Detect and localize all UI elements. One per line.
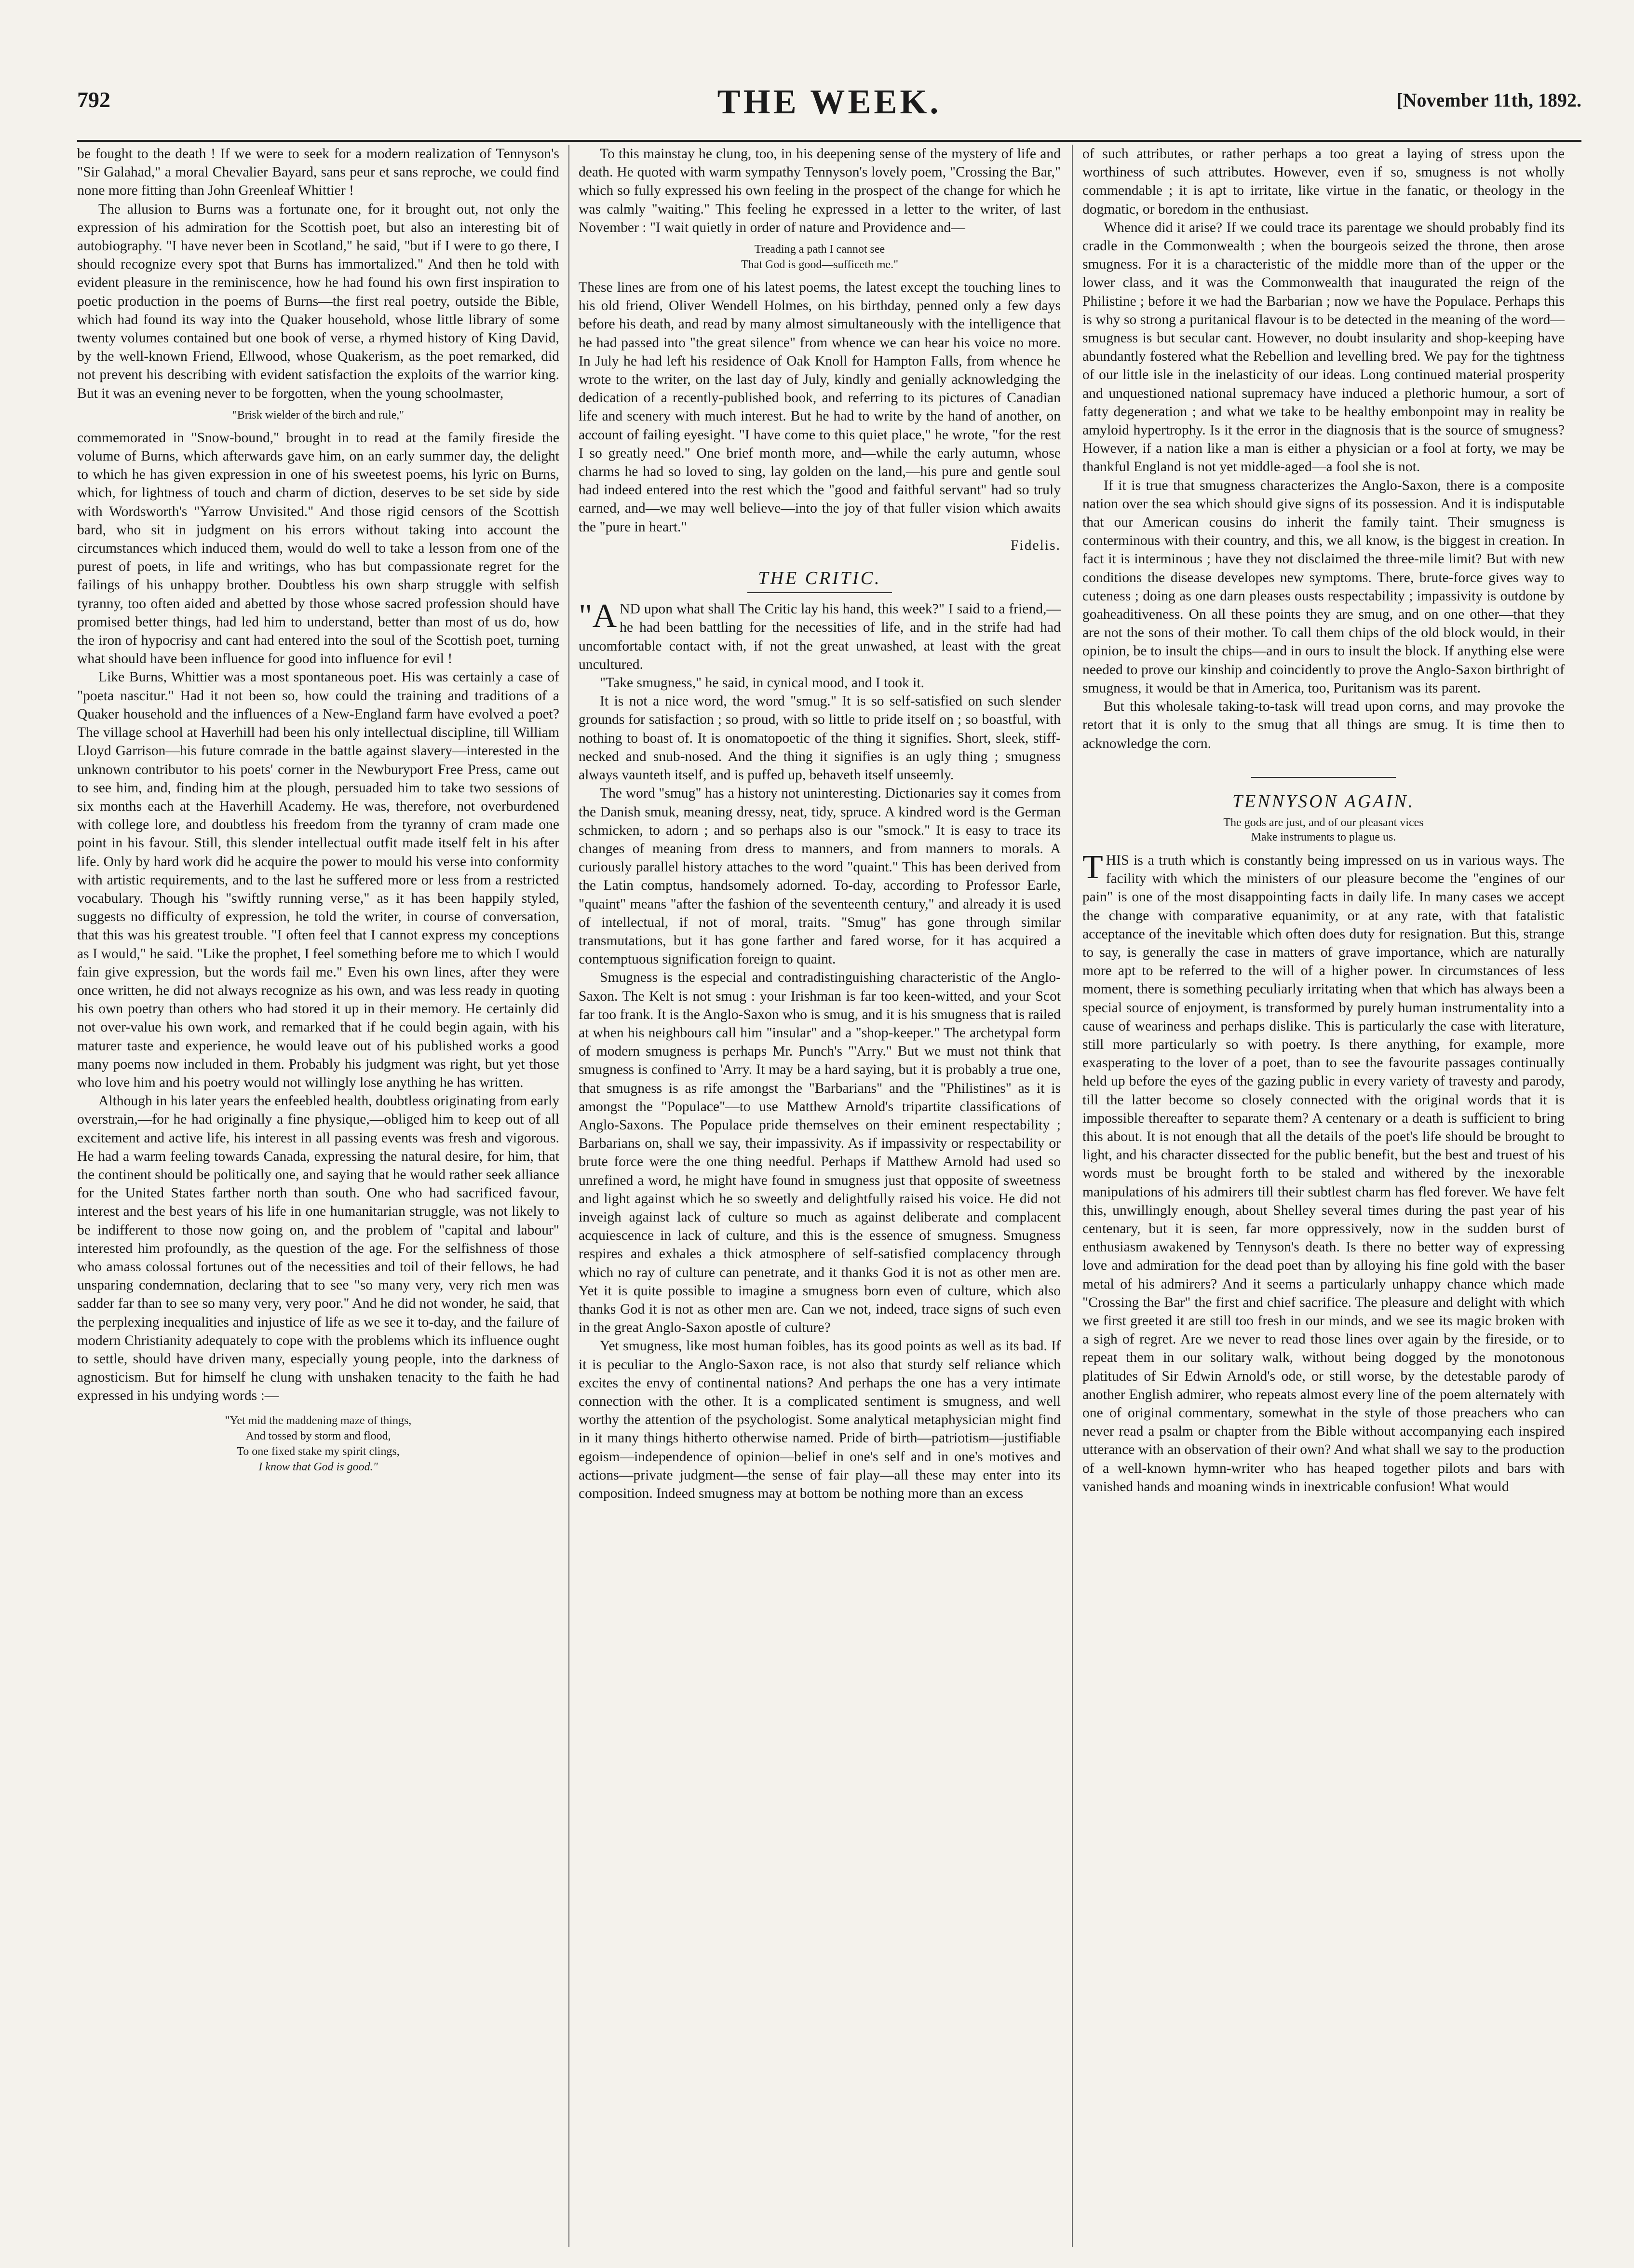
block-quote: Treading a path I cannot see (754, 243, 885, 256)
epigraph-line: The gods are just, and of our pleasant vices (1223, 816, 1424, 829)
column-3 (1082, 145, 1565, 2257)
block-quote: "Brisk wielder of the birch and rule," (232, 408, 405, 421)
paragraph: It is not a nice word, the word "smug." It is so self-satisfied on such slender grounds for satisfaction ; so proud, with so little to pride itself on ; so boastful, with nothing to boast of. It is onomatopoetic of the thing it signifies. Short, sleek, stiff-necked and snub-nosed. And the thing it signifies is an ugly thing ; smugness always vaunteth itself, and is puffed up, behaveth itself unseemly. (579, 693, 1061, 783)
paragraph-text: HIS is a truth which is constantly being impressed on us in various ways. The facility with which the ministers of our pleasure become the "engines of our pain" is one of the most disappointing facts in daily life. In many cases we accept the change with comparative equanimity, or at any rate, with that fatalistic acceptance of the inevitable which often does duty for resignation. But this, strange to say, is generally the case in matters of grave importance, which are naturally more apt to be referred to the will of a higher power. In circumstances of less moment, there is something peculiarly irritating when that which has always been a special source of enjoyment, is transformed by purely human instrumentality into a cause of weariness and perhaps dislike. This is particularly the case with literature, still more particularly so with poetry. Is there anything, for example, more exasperating to the lover of a poet, than to see the favourite passages continually held up before the eyes of the gazing public in every variety of travesty and parody, till the latter become so closely connected with the original words that it is impossible thereafter to separate them? A centenary or a death is sufficient to bring this about. It is not enough that all the details of the poet's life should be brought to light, and his character dissected for the public benefit, but the best and truest of his words must be brought forth to be staled and withered by the inexorable manipulations of his admirers till their subtlest charm has fled forever. We have felt this, unwillingly enough, about Shelley several times during the past year of his centenary, but it is seen, far more oppressively, now in the sudden burst of enthusiasm awakened by Tennyson's death. Is there no better way of expressing love and admiration for the dead poet than by alloying his fine gold with the baser metal of his admirers? And it seems a particularly unhappy chance which made "Crossing the Bar" the first and chief sacrifice. The pleasure and delight with which we first greeted it are still too fresh in our minds, and we see its magic broken with a sigh of regret. Are we never to read those lines over again by the fireside, or to repeat them in our solitary walk, without being dogged by the monotonous platitudes of Sir Edwin Arnold's ode, or still worse, by the detestable parody of another English admirer, who repeats almost every line of the poem alternately with one of original commentary, somewhat in the style of those preachers who can never read a psalm or chapter from the Bible without accompanying each inspired utterance with an observation of their own? And what shall we say to the production of a well-known hymn-writer who has heaped together pilots and bars with vanished hands and moaning winds in inextricable confusion! What would (1082, 852, 1565, 1494)
section-rule (747, 592, 892, 593)
paragraph: Like Burns, Whittier was a most spontaneous poet. His was certainly a case of "poeta nascitur." Had it not been so, how could the training and traditions of a Quaker household and the influences of a New-England farm have evolved a poet? The village school at Haverhill had been his only intellectual discipline, till William Lloyd Garrison—his future comrade in the battle against slavery—interested in the unknown contributor to his poets' corner in the Newburyport Free Press, came out to see him, and, finding him at the plough, persuaded him to take two sessions of six months each at the Haverhill Academy. He was, therefore, not overburdened with college lore, and doubtless his freedom from the tyranny of cram made one point in his favour. Still, this slender intellectual outfit made itself felt in his after life. Only by hard work did he acquire the power to mould his verse into conformity with artistic requirements, and to the last he suffered more or less from a restricted vocabulary. Though his "swiftly running verse," as it has been happily styled, suggests no difficulty of expression, he told the writer, in course of conversation, that this was his greatest trouble. "I often feel that I cannot express my conceptions as I would," he said. "Like the prophet, I feel something before me to which I would fain give expression, but the words fail me." Even his own lines, after they were once written, he did not always recognize as his own, and was less ready in quoting his own poetry than others who had stored it up in their memory. He certainly did not over-value his own work, and remarked that if he could begin again, with his maturer taste and experience, he would leave out of his published works a good many poems now included in them. Probably his judgment was right, but yet those who love him and his poetry would not willingly lose anything he has written. (77, 669, 559, 1090)
paragraph: If it is true that smugness characterizes the Anglo-Saxon, there is a composite nation over the sea which should give signs of its possession. And it is indisputable that our American cousins do inherit the family taint. Their smugness is conterminous with their country, and this, we all know, is the biggest in creation. In fact it is interminous ; have they not disclaimed the three-mile limit? But with new conditions the disease developes new symptoms. There, brute-force gives way to cuteness ; doing as one darn pleases ousts respectability ; impassivity is outdone by goaheaditiveness. On all these points they are smug, and on one other—that they are not the sons of their mother. To call them chips of the old block would, in their opinion, be to insult the chips—and in ours to insult the block. If anything else were needed to prove our kinship and coincidently to prove the Anglo-Saxon birthright of smugness, it would be that in America, too, Puritanism was its parent. (1082, 477, 1565, 696)
author-signature: Fidelis. (1011, 537, 1061, 553)
epigraph-line: Make instruments to plague us. (1251, 830, 1396, 843)
column-divider (568, 145, 569, 2247)
verse-line: And tossed by storm and flood, (245, 1429, 391, 1442)
paragraph: commemorated in "Snow-bound," brought in to read at the family fireside the volume of Burns, which afterwards gave him, on an early summer day, the delight to which he has given expression in one of his sweetest poems, his lyric on Burns, which, for lightness of touch and charm of diction, deserves to be set side by side with Wordsworth's "Yarrow Unvisited." And those rigid censors of the Scottish bard, who sit in judgment on his errors without taking into account the circumstances which induced them, would do well to take a lesson from one of the purest of poets, in life and writings, who has but compassionate regret for the failings of his unhappy brother. Doubtless his own sharp struggle with selfish tyranny, too often aided and abetted by those whose sacred profession should have promised better things, had led him to understand, better than most of us do, how the iron of hypocrisy and cant had entered into the soul of the Scottish poet, turning what should have been influence for good into influence for evil ! (77, 430, 559, 667)
paragraph: The allusion to Burns was a fortunate one, for it brought out, not only the expression of his admiration for the Scottish poet, but also an interesting bit of autobiography. "I have never been in Scotland," he said, "but if I were to go there, I should recognize every spot that Burns has immortalized." And then he told with evident pleasure in the reminiscence, how he had found his own first inspiration to poetic production in the poems of Burns—the first real poetry, outside the Bible, which had found its way into the Quaker household, whose little library of some twenty volumes contained but one book of verse, a rhymed history of King David, by the well-known Friend, Ellwood, whose Quakerism, as the poet remarked, did not prevent his describing with evident satisfaction the exploits of the warrior king. But it was an evening never to be forgotten, when the young schoolmaster, (77, 201, 559, 401)
column-1 (77, 145, 559, 2257)
paragraph-text: ND upon what shall The Critic lay his hand, this week?" I said to a friend,—he had been battling for the necessities of life, and in the strife had had uncomfortable contact with, if not the great unwashed, at least with the great uncultured. (579, 601, 1061, 672)
verse-line: To one fixed stake my spirit clings, (237, 1445, 400, 1458)
paragraph: Whence did it arise? If we could trace its parentage we should probably find its cradle in the Commonwealth ; when the bourgeois seized the throne, then arose smugness. For it is a characteristic of the middle more than of the upper or the lower class, and it was the Commonwealth that inaugurated the reign of the Philistine ; before it we had the Barbarian ; now we have the Populace. Perhaps this is why so strong a puritanical flavour is to be detected in the meaning of the word—smugness is but secular cant. However, no doubt insularity and shop-keeping have abundantly fostered what the Rebellion and levelling bred. We pay for the tightness of our little isle in the inelasticity of our ideas. Long continued material prosperity and unquestioned national supremacy have induced a plethoric humour, a sort of fatty degeneration ; and what we take to be healthy embonpoint may in reality be amyloid hypertrophy. Is it the error in the diagnosis that is the source of smugness? However, if a nation like a man is either a physician or a fool at forty, we may be thankful England is not yet middle-aged—a fool she is not. (1082, 219, 1565, 475)
paragraph: But this wholesale taking-to-task will tread upon corns, and may provoke the retort that it is only to the smug that all things are smug. It is time then to acknowledge the corn. (1082, 699, 1565, 751)
section-title-critic: THE CRITIC. (758, 568, 881, 589)
paragraph: be fought to the death ! If we were to seek for a modern realization of Tennyson's "Sir Galahad," a moral Chevalier Bayard, sans peur et sans reproche, we could find none more fitting than John Greenleaf Whittier ! (77, 146, 559, 199)
paragraph: These lines are from one of his latest poems, the latest except the touching lines to his old friend, Oliver Wendell Holmes, on his birthday, penned only a few days before his death, and read by many almost simultaneously with the intelligence that he had passed into "the great silence" from whence we can hear his voice no more. In July he had left his residence of Oak Knoll for Hampton Falls, from whence he wrote to the writer, on the last day of July, kindly and genially acknowledging the dedication of a recently-published book, and referring to its pictures of Canadian life and scenery with much interest. But he had to write by the hand of another, on account of failing eyesight. "I have come to this quiet place," he wrote, "for the rest I so greatly need." One brief month more, and—while the early autumn, whose charms he had so loved to sing, lay golden on the land,—his pure and gentle soul had indeed entered into the rest which the "good and faithful servant" had so truly earned, and—we may well believe—into the joy of that fuller vision which awaits the "pure in heart." (579, 280, 1061, 535)
section-title-tennyson: TENNYSON AGAIN. (1232, 791, 1415, 812)
block-quote: That God is good—sufficeth me." (741, 258, 898, 272)
paragraph: Yet smugness, like most human foibles, has its good points as well as its bad. If it is peculiar to the Anglo-Saxon race, is not also that sturdy self reliance which excites the envy of continental nations? And perhaps the one has a very intimate connection with the other. It is a complicated sentiment is smugness, and well worthy the attention of the psychologist. Some analytical metaphysician might find in it many things hitherto otherwise named. Pride of birth—patriotism—justifiable egoism—independence of opinion—belief in one's self and in one's motives and actions—private judgment—the sense of fair play—all these may enter into its composition. Indeed smugness may at bottom be nothing more than an excess (579, 1338, 1061, 1502)
paragraph: To this mainstay he clung, too, in his deepening sense of the mystery of life and death. He quoted with warm sympathy Tennyson's lovely poem, "Crossing the Bar," which so fully expressed his own feeling in the prospect of the change for which he was calmly "waiting." This feeling he expressed in a letter to the writer, of last November : "I wait quietly in order of nature and Providence and— (579, 146, 1061, 235)
column-2 (579, 145, 1061, 2257)
paragraph (579, 600, 1061, 674)
paragraph: Smugness is the especial and contradistinguishing characteristic of the Anglo-Saxon. The Kelt is not smug : your Irishman is far too keen-witted, and your Scot far too frank. It is the Anglo-Saxon who is smug, and it is his smugness that is railed at when his neighbours call him "insular" and a "shop-keeper." The archetypal form of modern smugness is perhaps Mr. Punch's "'Arry." But we must not think that smugness is confined to 'Arry. It may be a hard saying, but it is probably a true one, that smugness is as rife amongst the "Barbarians" and the "Philistines" as it is amongst the "Populace"—to use Matthew Arnold's tripartite classifications of Anglo-Saxons. The Populace pride themselves on their eminent respectability ; Barbarians on, shall we say, their impassivity. As if impassivity or respectability or brute force were the one thing needful. Perhaps if Matthew Arnold had used so unrefined a word, he might have found in smugness just that opposite of sweetness and light against which he so sweetly and delightfully raised his voice. He did not inveigh against lack of culture so much as against deliberate and complacent acquiescence in lack of culture, and this is the essence of smugness. Smugness respires and exhales a thick atmosphere of self-satisfied complacency through which no ray of culture can penetrate, and it thanks God it is not as other men are. Yet it is quite possible to imagine a smugness born even of culture, which also thanks God it is not as other men are. Can we not, indeed, trace signs of such even in the great Anglo-Saxon apostle of culture? (579, 970, 1061, 1336)
page-number: 792 (77, 87, 110, 112)
page-header (77, 82, 1581, 142)
drop-cap: T (1082, 848, 1103, 886)
paragraph (1082, 848, 1565, 1496)
masthead-title: THE WEEK. (717, 82, 942, 121)
column-divider (1072, 145, 1073, 2247)
verse-line: "Yet mid the maddening maze of things, (225, 1414, 412, 1427)
paragraph: "Take smugness," he said, in cynical mood, and I took it. (600, 675, 925, 691)
paragraph: of such attributes, or rather perhaps a too great a laying of stress upon the worthiness of such attributes. However, even if so, smugness is not wholly commendable ; it is apt to irritate, like virtue in the fanatic, or theology in the dogmatic, or boredom in the enthusiast. (1082, 146, 1565, 217)
verse-line: I know that God is good." (258, 1460, 378, 1473)
section-rule (1251, 777, 1396, 778)
paragraph: Although in his later years the enfeebled health, doubtless originating from early overstrain,—for he had originally a fine physique,—obliged him to keep out of all excitement and active life, his interest in all passing events was fresh and vigorous. He had a warm feeling towards Canada, expressing the natural desire, for him, that the continent should be politically one, and saying that he would rather seek alliance for the United States farther north than south. One who had sacrificed favour, interest and the best years of his life in one humanitarian struggle, was not likely to be indifferent to those now going on, and the problem of "capital and labour" interested him profoundly, as the question of the age. For the selfishness of those who amass colossal fortunes out of the necessities and toil of their fellows, he had unsparing condemnation, declaring that to see "so many very, very rich men was sadder far than to see so many very, very poor." And he did not wonder, he said, that the perplexing inequalities and injustice of life as we see it to-day, and the failure of modern Christianity adequately to cope with the problems which its influence ought to settle, should have driven many, especially young people, into the darkness of agnosticism. But for himself he clung with unshaken tenacity to the faith he had expressed in his undying words :— (77, 1093, 559, 1404)
drop-cap: "A (579, 598, 617, 635)
paragraph: The word "smug" has a history not uninteresting. Dictionaries say it comes from the Danish smuk, meaning dressy, neat, tidy, spruce. A kindred word is the German schmicken, to adorn ; and so perhaps also is our "smock." It is easy to trace its changes of meaning from dress to manners, and from manners to morals. A curiously parallel history attaches to the word "quaint." This has been derived from the Latin comptus, handsomely adorned. To-day, according to Professor Earle, "quaint" means "after the fashion of the seventeenth century," and already it is used of intellectual, if not of moral, traits. "Smug" has gone through similar transmutations, but it has gone farther and fared worse, for it has acquired a contemptuous signification foreign to quaint. (579, 786, 1061, 967)
issue-date: [November 11th, 1892. (1396, 89, 1581, 111)
